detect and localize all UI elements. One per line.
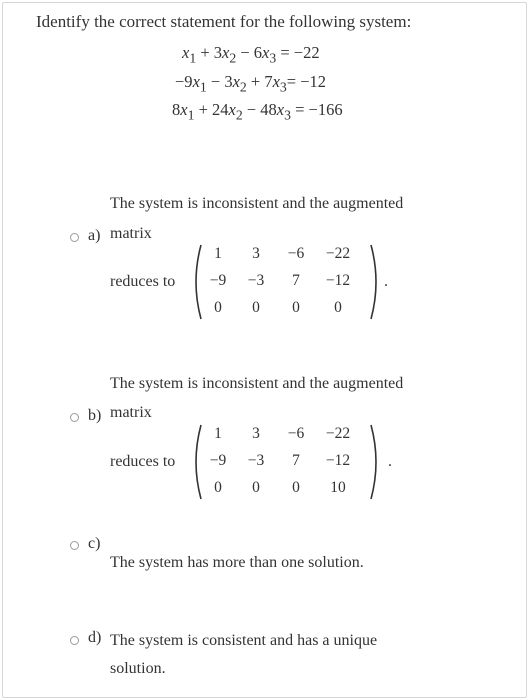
right-paren [368, 423, 382, 501]
matrix-cell: 0 [252, 299, 260, 316]
option-a-matrix [190, 243, 400, 321]
matrix-cell: −6 [287, 245, 305, 262]
matrix-cell: −6 [287, 425, 305, 442]
option-a-line1: The system is inconsistent and the augmented [110, 195, 404, 212]
matrix-cell: −3 [247, 272, 265, 289]
matrix-cell: 0 [214, 479, 222, 496]
right-paren [368, 243, 382, 321]
matrix-cell: −22 [325, 425, 351, 442]
option-d-line1: The system is consistent and has a unique [110, 632, 378, 649]
option-b-matrix [190, 423, 400, 501]
matrix-cell: 0 [214, 299, 222, 316]
matrix-cell: 0 [292, 299, 300, 316]
option-b-line1: The system is inconsistent and the augmented [110, 375, 404, 392]
matrix-cell: −9 [209, 452, 227, 469]
option-d-radio[interactable] [70, 636, 79, 645]
equation-3: $8x_1 + 24x_2 - 48x_3 = -166$ [172, 100, 343, 123]
matrix-cell: 7 [292, 452, 300, 469]
matrix-cell: 0 [252, 479, 260, 496]
option-b-line2: matrix [110, 404, 152, 421]
equation-2: $-9x_1 - 3x_2 + 7x_3= -12$ [175, 72, 327, 95]
option-c-letter: c) [88, 535, 101, 552]
option-a-letter: a) [88, 227, 101, 244]
option-c-text: The system has more than one solution. [110, 554, 364, 571]
option-b-reduces-label: reduces to [110, 453, 176, 470]
matrix-cell: 10 [330, 479, 346, 496]
option-a-radio[interactable] [70, 233, 79, 242]
matrix-cell: −12 [325, 452, 351, 469]
matrix-cell: −3 [247, 452, 265, 469]
option-b-period: . [388, 453, 392, 470]
option-a-line2: matrix [110, 225, 152, 242]
matrix-cell: −12 [325, 272, 351, 289]
matrix-cell: −9 [209, 272, 227, 289]
option-d-line2: solution. [110, 660, 166, 677]
matrix-cell: 1 [214, 425, 222, 442]
matrix-cell: 1 [214, 245, 222, 262]
option-a-reduces-label: reduces to [110, 273, 176, 290]
matrix-cell: 7 [292, 272, 300, 289]
option-b-radio[interactable] [70, 413, 79, 422]
option-a-period: . [384, 273, 388, 290]
matrix-cell: 3 [252, 245, 260, 262]
matrix-cell: 3 [252, 425, 260, 442]
option-c-radio[interactable] [70, 541, 79, 550]
option-b-letter: b) [88, 407, 102, 424]
option-d-letter: d) [88, 629, 102, 646]
equation-1: $x_1 + 3x_2 - 6x_3 = -22$ [182, 43, 320, 66]
matrix-cell: 0 [334, 299, 342, 316]
matrix-cell: 0 [292, 479, 300, 496]
question-text: Identify the correct statement for the following system: [36, 12, 412, 31]
matrix-cell: −22 [325, 245, 351, 262]
